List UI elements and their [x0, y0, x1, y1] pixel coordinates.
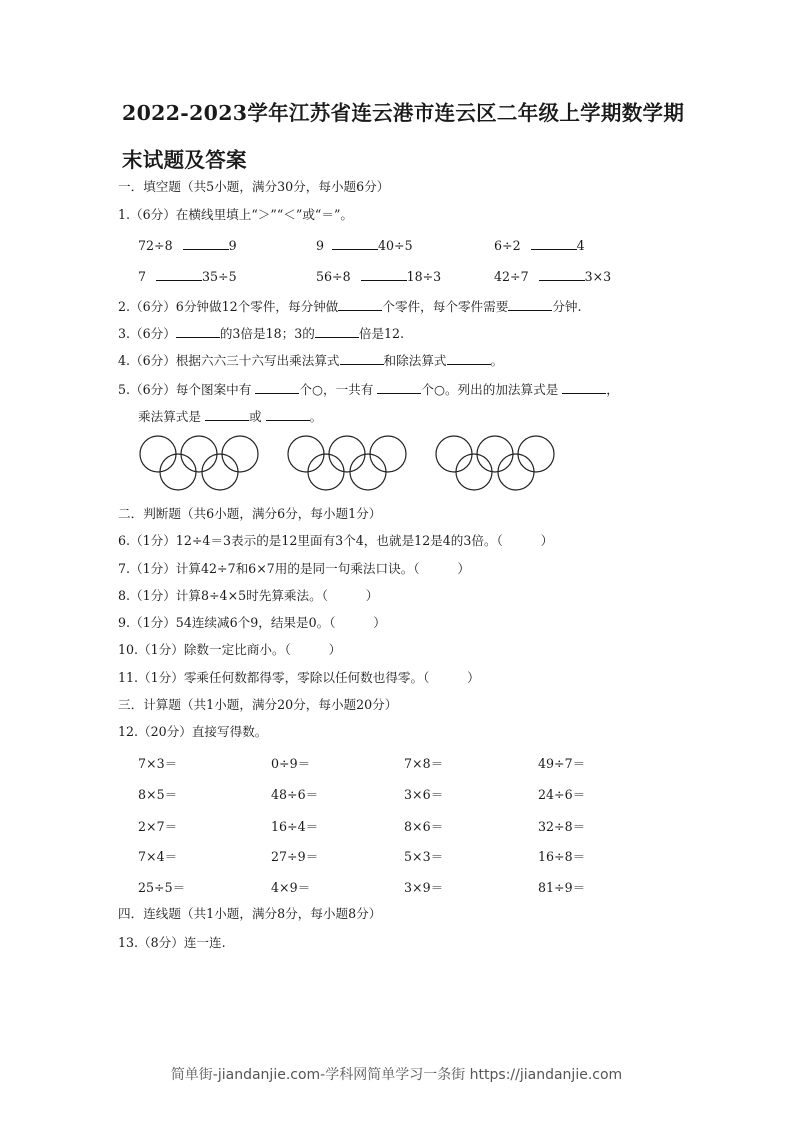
question-3 — [118, 325, 404, 342]
q3-text-b: 的3倍是18；3的 — [219, 326, 315, 341]
q1-item-4-right: 35÷5 — [202, 269, 237, 284]
q1-item-3-left: 6÷2 — [494, 238, 521, 253]
calc-item: 16÷4＝ — [271, 819, 319, 834]
q1-item-2-right: 40÷5 — [378, 238, 413, 253]
question-2 — [118, 298, 582, 315]
calc-item: 49÷7＝ — [538, 756, 586, 771]
section-1-heading: 一．填空题（共5小题，满分30分，每小题6分） — [118, 179, 390, 194]
footer-watermark: 简单街-jiandanjie.com-学科网简单学习一条街 https://jiandanjie.com — [170, 1067, 623, 1083]
question-5-line-2 — [138, 408, 322, 425]
q1-item-1-left: 72÷8 — [138, 238, 173, 253]
section-2-heading: 二．判断题（共6小题，满分6分，每小题1分） — [118, 506, 382, 521]
q5-text-d: ， — [606, 382, 619, 397]
q1-item-4 — [138, 268, 237, 284]
q4-blank-2[interactable] — [447, 352, 491, 365]
q5-blank-1[interactable] — [255, 381, 299, 394]
question-7: 7.（1分）计算42÷7和6×7用的是同一句乘法口诀。（ ） — [118, 561, 470, 576]
q3-text-c: 倍是12. — [358, 326, 405, 341]
q3-blank-1[interactable] — [176, 325, 220, 338]
calc-item: 27÷9＝ — [271, 849, 319, 864]
q2-blank-2[interactable] — [508, 298, 552, 311]
q1-item-6-left: 42÷7 — [494, 269, 529, 284]
q1-item-3 — [494, 237, 585, 253]
q5-blank-2[interactable] — [377, 381, 421, 394]
q2-blank-1[interactable] — [338, 298, 382, 311]
calc-item: 2×7＝ — [138, 819, 178, 834]
document-title-line-2: 末试题及答案 — [122, 148, 247, 172]
calc-item: 7×8＝ — [404, 756, 444, 771]
q1-item-4-blank[interactable] — [156, 268, 202, 281]
q4-blank-1[interactable] — [340, 352, 384, 365]
section-4-heading: 四．连线题（共1小题，满分8分，每小题8分） — [118, 906, 382, 921]
section-3-heading: 三．计算题（共1小题，满分20分，每小题20分） — [118, 697, 398, 712]
q2-text-b: 个零件，每个零件需要 — [382, 299, 509, 314]
q4-text-a: 4.（6分）根据六六三十六写出乘法算式 — [118, 353, 340, 368]
calc-item: 32÷8＝ — [538, 819, 586, 834]
q1-item-3-blank[interactable] — [531, 237, 577, 250]
question-4 — [118, 352, 503, 369]
q5-blank-4[interactable] — [205, 408, 249, 421]
question-10: 10.（1分）除数一定比商小。（ ） — [118, 642, 342, 657]
calc-item: 81÷9＝ — [538, 880, 586, 895]
q1-item-5-right: 18÷3 — [406, 269, 442, 284]
q4-text-b: 和除法算式 — [383, 353, 447, 368]
calc-item: 5×3＝ — [404, 849, 444, 864]
q1-item-1-right: 9 — [228, 238, 237, 253]
q5-text-g: 。 — [309, 409, 323, 424]
q3-blank-2[interactable] — [315, 325, 359, 338]
q1-item-6-right: 3×3 — [584, 269, 612, 284]
calc-item: 4×9＝ — [271, 880, 311, 895]
q1-item-1-blank[interactable] — [183, 237, 229, 250]
calc-item: 24÷6＝ — [538, 787, 586, 802]
calc-item: 8×6＝ — [404, 819, 444, 834]
question-1-stem: 1.（6分）在横线里填上“＞”“＜”或“＝”。 — [118, 207, 353, 222]
q1-item-5-left: 56÷8 — [316, 269, 351, 284]
calc-item: 7×3＝ — [138, 756, 178, 771]
q5-blank-3[interactable] — [562, 381, 606, 394]
q2-text-a: 2.（6分）6分钟做12个零件，每分钟做 — [118, 299, 339, 314]
question-13: 13.（8分）连一连. — [118, 935, 226, 950]
ring-group-1 — [140, 436, 258, 490]
q1-item-2-left: 9 — [316, 238, 325, 253]
q1-item-1 — [138, 237, 237, 253]
q1-item-3-right: 4 — [576, 238, 585, 253]
question-6: 6.（1分）12÷4＝3表示的是12里面有3个4，也就是12是4的3倍。（ ） — [118, 533, 554, 548]
question-9: 9.（1分）54连续减6个9，结果是0。（ ） — [118, 615, 386, 630]
q5-blank-5[interactable] — [266, 408, 310, 421]
q5-text-c: 个○。列出的加法算式是 — [421, 382, 563, 397]
ring-group-2 — [288, 436, 406, 490]
document-title-line-1: 2022-2023学年江苏省连云港市连云区二年级上学期数学期 — [122, 101, 685, 125]
q3-text-a: 3.（6分） — [118, 326, 176, 341]
calc-item: 3×6＝ — [404, 787, 444, 802]
calc-item: 8×5＝ — [138, 787, 178, 802]
question-12: 12.（20分）直接写得数。 — [118, 724, 268, 739]
calc-item: 16÷8＝ — [538, 849, 586, 864]
q1-item-5 — [316, 268, 441, 284]
calc-item: 7×4＝ — [138, 849, 178, 864]
q4-text-c: 。 — [490, 353, 504, 368]
q1-item-2-blank[interactable] — [332, 237, 378, 250]
question-8: 8.（1分）计算8÷4×5时先算乘法。（ ） — [118, 588, 379, 603]
question-11: 11.（1分）零乘任何数都得零，零除以任何数也得零。（ ） — [118, 670, 480, 685]
q5-text-f: 或 — [248, 409, 266, 424]
q1-item-6-blank[interactable] — [539, 268, 585, 281]
q1-item-4-left: 7 — [138, 269, 147, 284]
q1-item-2 — [316, 237, 413, 253]
ring-group-3 — [436, 436, 554, 490]
q5-text-a: 5.（6分）每个图案中有 — [118, 382, 256, 397]
q5-text-b: 个○，一共有 — [299, 382, 378, 397]
q1-item-5-blank[interactable] — [361, 268, 407, 281]
q2-text-c: 分钟. — [552, 299, 582, 314]
calc-item: 0÷9＝ — [271, 756, 311, 771]
calc-item: 3×9＝ — [404, 880, 444, 895]
question-5-line-1 — [118, 381, 619, 398]
olympic-rings-figure — [138, 434, 568, 496]
q1-item-6 — [494, 268, 611, 284]
calc-item: 25÷5＝ — [138, 880, 186, 895]
calc-item: 48÷6＝ — [271, 787, 319, 802]
q5-text-e: 乘法算式是 — [138, 409, 205, 424]
